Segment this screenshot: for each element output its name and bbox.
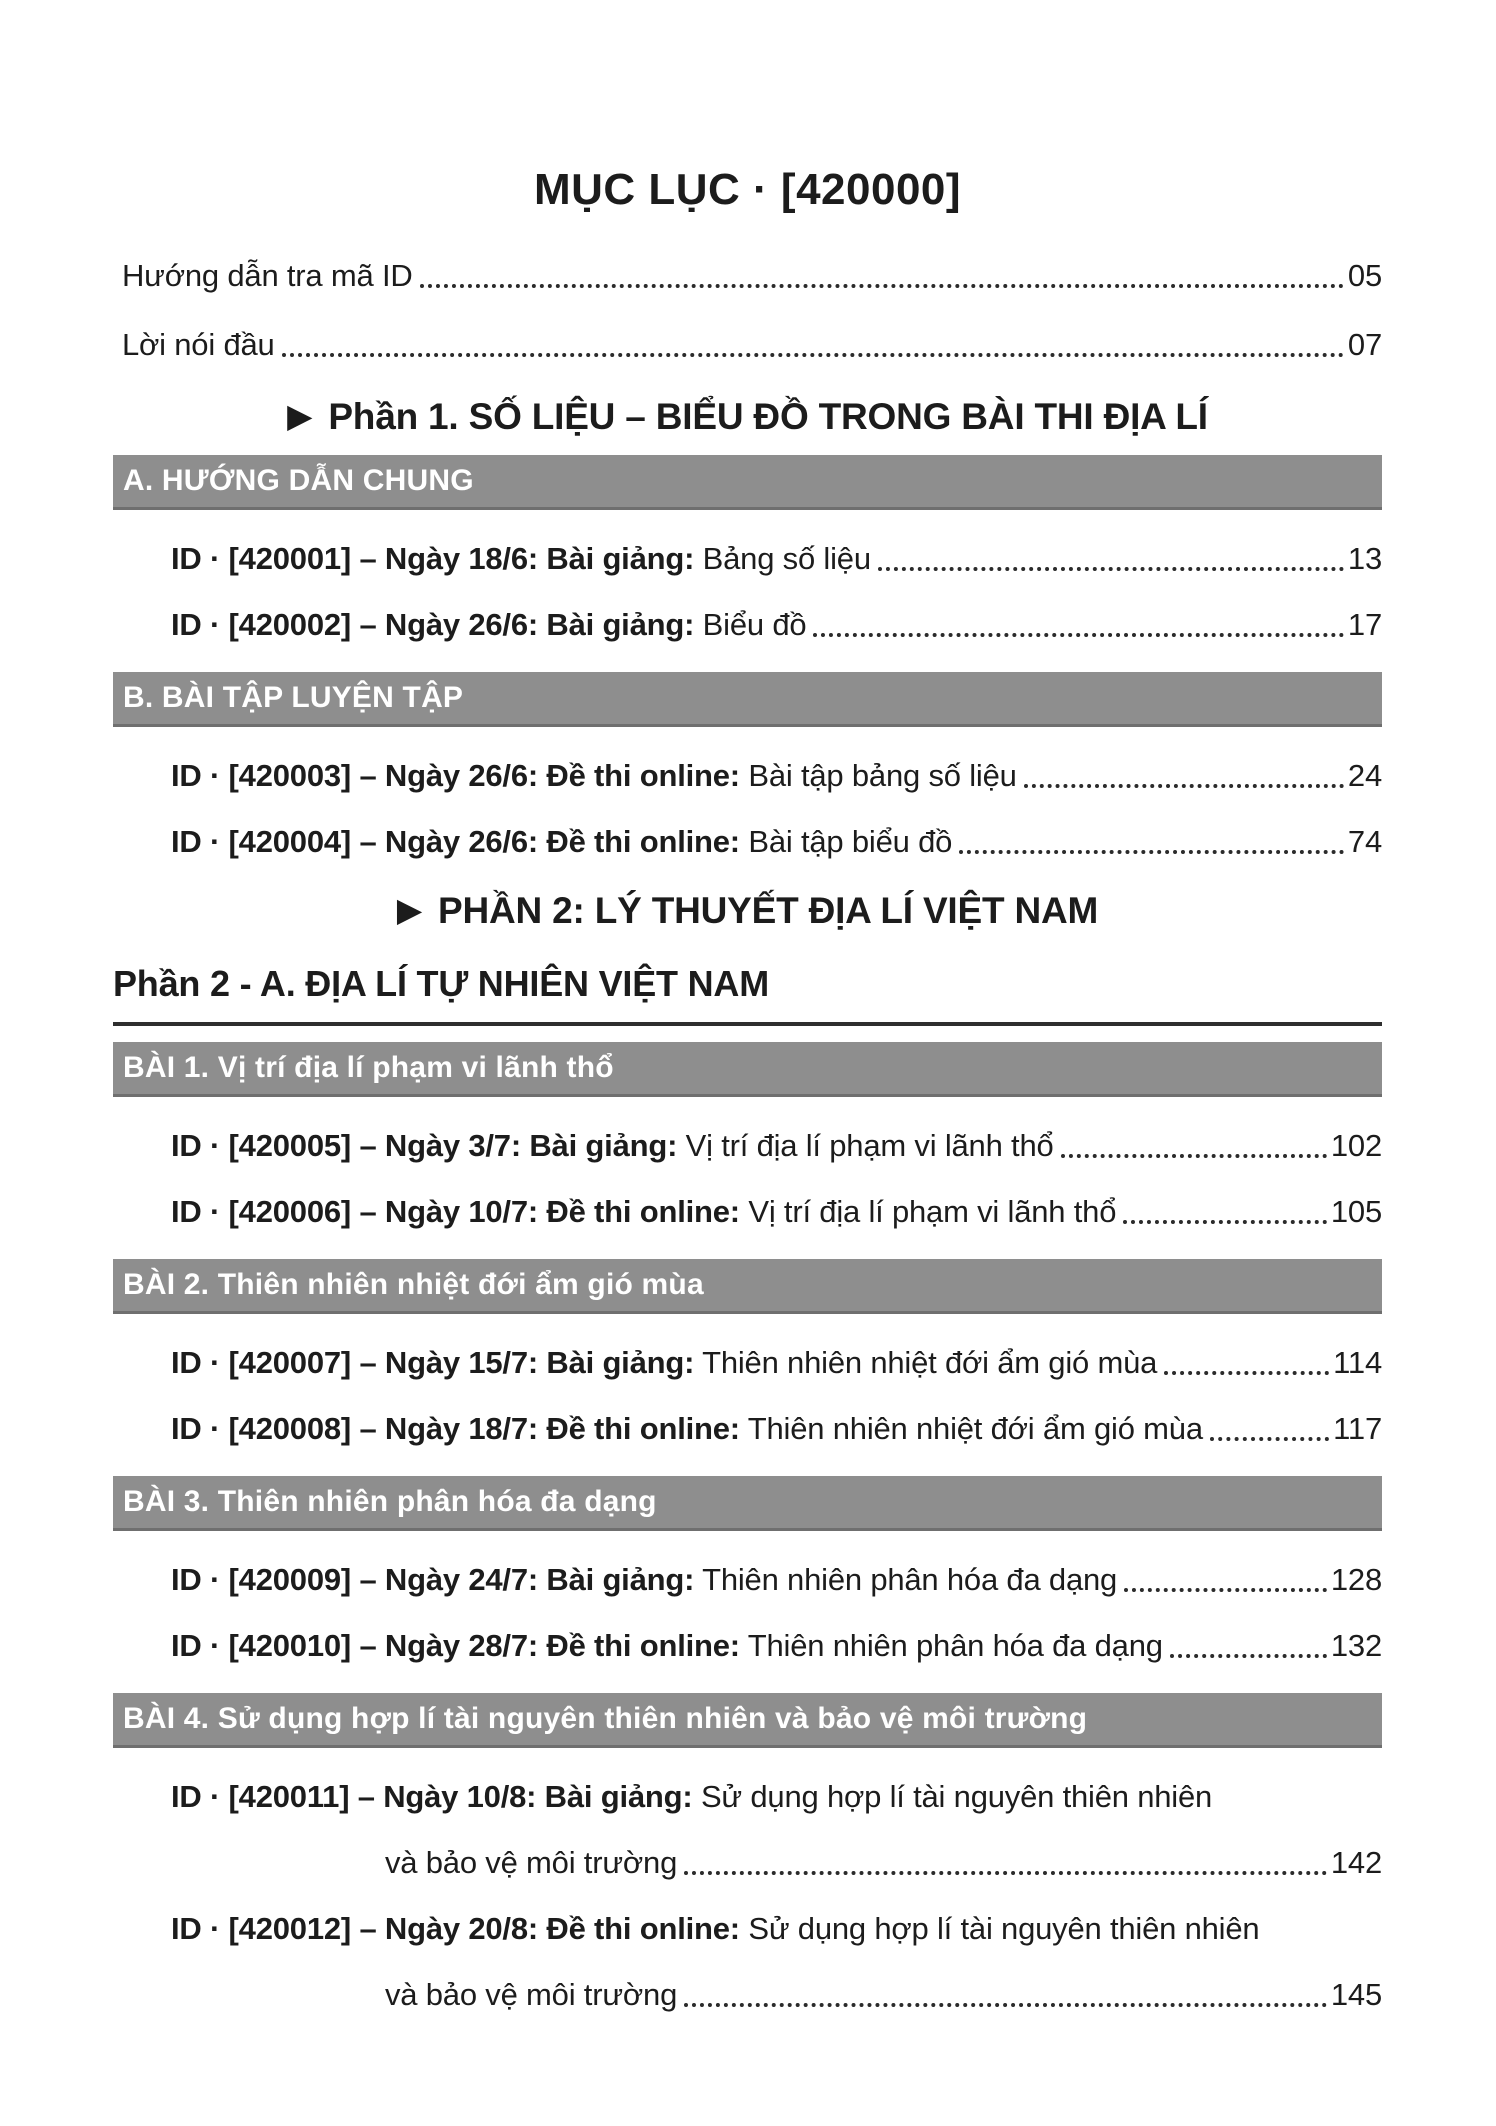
page-number: 07 [1347, 327, 1382, 362]
entry-title: Bài tập bảng số liệu [748, 758, 1017, 793]
entry-title: Vị trí địa lí phạm vi lãnh thổ [748, 1194, 1117, 1229]
dotted-leader [684, 2003, 1327, 2007]
entry-id-date: ID · [420004] – Ngày 26/6: Đề thi online: [171, 824, 740, 859]
toc-entry [171, 823, 1382, 861]
entry-title: Thiên nhiên nhiệt đới ẩm gió mùa [747, 1411, 1203, 1446]
toc-entry [171, 606, 1382, 644]
dotted-leader [1061, 1154, 1327, 1158]
page-title: MỤC LỤC · [420000] [533, 165, 962, 214]
dotted-leader [1123, 1220, 1327, 1224]
page-number: 117 [1333, 1411, 1382, 1446]
dotted-leader [1124, 1588, 1327, 1592]
dotted-leader [1164, 1371, 1329, 1375]
dotted-leader [684, 1871, 1327, 1875]
toc-entry [171, 540, 1382, 578]
page-number: 102 [1330, 1128, 1382, 1163]
entry-title: Vị trí địa lí phạm vi lãnh thổ [685, 1128, 1054, 1163]
part1-heading [113, 395, 1382, 439]
toc-entry-line2 [385, 1844, 1382, 1882]
toc-entry-line1 [171, 1778, 1382, 1816]
toc-entry [171, 1193, 1382, 1231]
entry-title: Lời nói đầu [122, 327, 275, 362]
triangle-bullet-icon: ▶ [287, 397, 313, 434]
page-number: 05 [1347, 258, 1382, 293]
entry-title: Sử dụng hợp lí tài nguyên thiên nhiên [748, 1911, 1260, 1946]
toc-entry-line1 [171, 1910, 1382, 1948]
toc-entry [171, 1627, 1382, 1665]
entry-title: Thiên nhiên nhiệt đới ẩm gió mùa [702, 1345, 1158, 1380]
page-number: 142 [1330, 1845, 1382, 1880]
toc-entry [171, 757, 1382, 795]
part2-heading-text: PHẦN 2: LÝ THUYẾT ĐỊA LÍ VIỆT NAM [438, 890, 1099, 931]
page-number: 128 [1330, 1562, 1382, 1597]
entry-id-date: ID · [420003] – Ngày 26/6: Đề thi online: [171, 758, 740, 793]
entry-title: Biểu đồ [702, 607, 807, 642]
section-bar-bai4: BÀI 4. Sử dụng hợp lí tài nguyên thiên nhiên và bảo vệ môi trường [113, 1693, 1382, 1748]
entry-id-date: ID · [420002] – Ngày 26/6: Bài giảng: [171, 607, 695, 642]
page-number: 105 [1330, 1194, 1382, 1229]
toc-entry-front-matter [122, 326, 1382, 364]
toc-entry [171, 1561, 1382, 1599]
page-number: 13 [1347, 541, 1382, 576]
page-number: 132 [1330, 1628, 1382, 1663]
section-bar-bai1: BÀI 1. Vị trí địa lí phạm vi lãnh thổ [113, 1042, 1382, 1097]
toc-entry [171, 1344, 1382, 1382]
dotted-leader [1024, 784, 1344, 788]
entry-title: Bài tập biểu đồ [748, 824, 953, 859]
toc-entry [171, 1127, 1382, 1165]
triangle-bullet-icon: ▶ [396, 891, 423, 928]
section-bar-bai2: BÀI 2. Thiên nhiên nhiệt đới ẩm gió mùa [113, 1259, 1382, 1314]
toc-entry-line2 [385, 1976, 1382, 2014]
dotted-leader [1210, 1437, 1329, 1441]
part2-heading [113, 889, 1382, 933]
entry-title-continued: và bảo vệ môi trường [385, 1845, 678, 1880]
part1-heading-text: Phần 1. SỐ LIỆU – BIỂU ĐỒ TRONG BÀI THI ĐỊA LÍ [328, 396, 1208, 437]
page-number: 74 [1347, 824, 1382, 859]
entry-id-date: ID · [420012] – Ngày 20/8: Đề thi online: [171, 1911, 740, 1946]
entry-id-date: ID · [420006] – Ngày 10/7: Đề thi online: [171, 1194, 740, 1229]
dotted-leader [1170, 1654, 1327, 1658]
entry-id-date: ID · [420009] – Ngày 24/7: Bài giảng: [171, 1562, 695, 1597]
entry-title: Bảng số liệu [702, 541, 871, 576]
section-bar-bai3: BÀI 3. Thiên nhiên phân hóa đa dạng [113, 1476, 1382, 1531]
entry-id-date: ID · [420001] – Ngày 18/6: Bài giảng: [171, 541, 695, 576]
entry-id-date: ID · [420010] – Ngày 28/7: Đề thi online: [171, 1628, 740, 1663]
dotted-leader [813, 633, 1344, 637]
part2-subheading: Phần 2 - A. ĐỊA LÍ TỰ NHIÊN VIỆT NAM [113, 963, 770, 1004]
front-matter-list [113, 257, 1382, 364]
section-bar-a: A. HƯỚNG DẪN CHUNG [113, 455, 1382, 510]
entry-title: Sử dụng hợp lí tài nguyên thiên nhiên [700, 1779, 1213, 1814]
page-number: 24 [1347, 758, 1382, 793]
entry-id-date: ID · [420005] – Ngày 3/7: Bài giảng: [171, 1128, 678, 1163]
page-number: 145 [1330, 1977, 1382, 2012]
entry-title: Thiên nhiên phân hóa đa dạng [702, 1562, 1118, 1597]
page-number: 114 [1333, 1345, 1382, 1380]
entry-title: Thiên nhiên phân hóa đa dạng [747, 1628, 1163, 1663]
dotted-leader [959, 850, 1344, 854]
divider-rule [113, 1022, 1382, 1026]
dotted-leader [282, 353, 1344, 357]
toc-entry [171, 1410, 1382, 1448]
section-bar-b: B. BÀI TẬP LUYỆN TẬP [113, 672, 1382, 727]
dotted-leader [878, 567, 1344, 571]
entry-id-date: ID · [420007] – Ngày 15/7: Bài giảng: [171, 1345, 695, 1380]
page-number: 17 [1347, 607, 1382, 642]
entry-id-date: ID · [420011] – Ngày 10/8: Bài giảng: [171, 1779, 693, 1814]
entry-id-date: ID · [420008] – Ngày 18/7: Đề thi online: [171, 1411, 740, 1446]
entry-title-continued: và bảo vệ môi trường [385, 1977, 678, 2012]
dotted-leader [420, 284, 1344, 288]
entry-title: Hướng dẫn tra mã ID [122, 258, 413, 293]
toc-entry-front-matter [122, 257, 1382, 295]
